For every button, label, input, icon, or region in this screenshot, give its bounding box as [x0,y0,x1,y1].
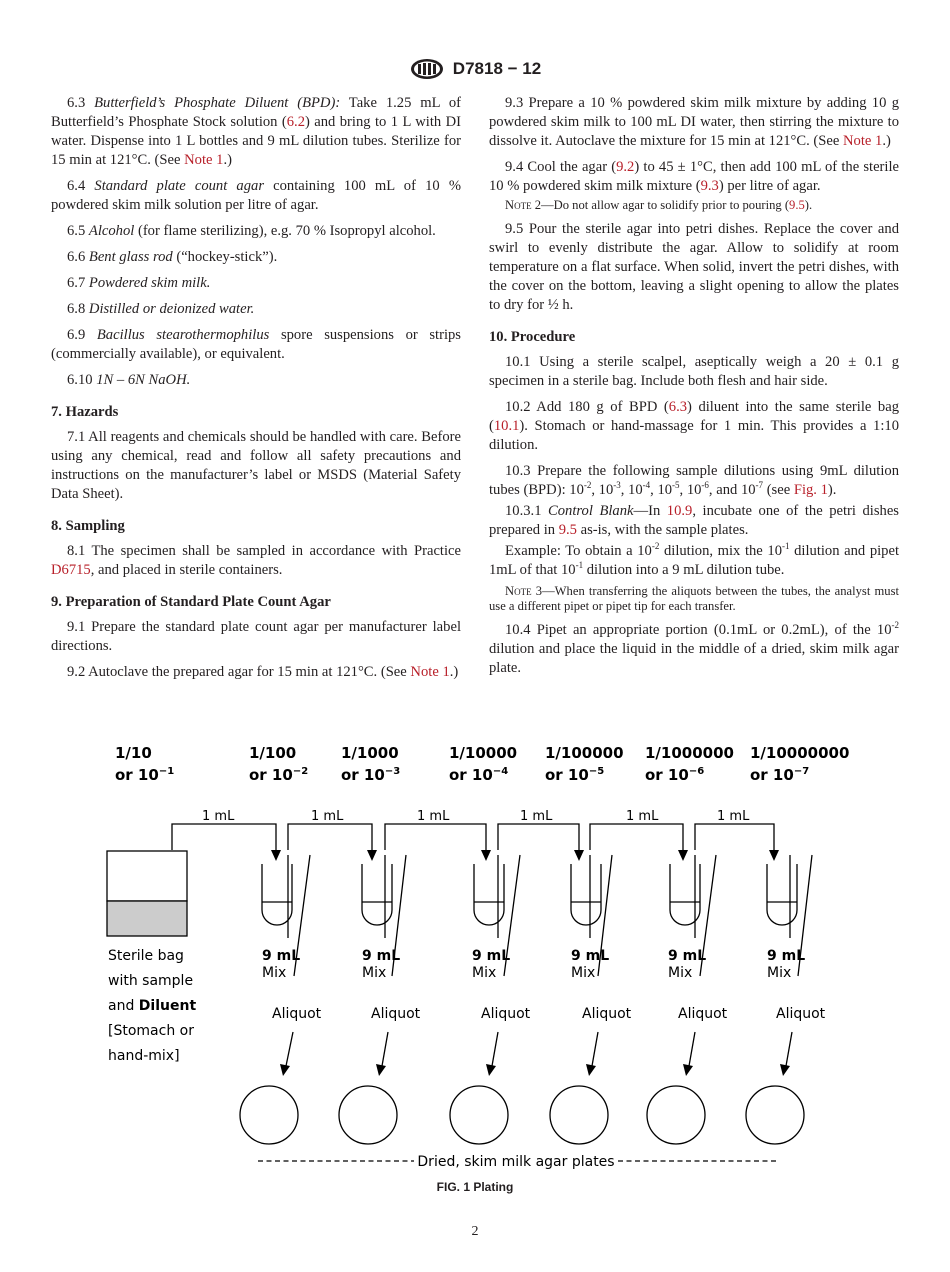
bag-label-line-4: [Stomach or [108,1023,194,1039]
para-8-1: 8.1 The specimen shall be sampled in accordance with Practice D6715, and placed in sterile containers. [51,543,461,578]
para-6-5: 6.5 Alcohol (for flame sterilizing), e.g. 70 % Isopropyl alcohol. [67,223,436,239]
transfer-label-1: 1 mL [202,809,235,824]
aliquot-arrow-4 [592,1032,598,1066]
ref-9-5-link[interactable]: 9.5 [558,522,577,538]
para-6-9: 6.9 Bacillus stearothermophilus spore suspensions or strips (commercially available), or equivalent. [51,327,461,362]
para-9-1: 9.1 Prepare the standard plate count agar per manufacturer label directions. [51,619,461,654]
note-1-link[interactable]: Note 1 [410,664,450,680]
note-1-link[interactable]: Note 1 [184,152,224,168]
transfer-label-5: 1 mL [626,809,659,824]
bag-label-line-2: with sample [108,973,194,989]
figure-caption: FIG. 1 Plating [436,1180,514,1194]
para-6-4: 6.4 Standard plate count agar containing 100 mL of 10 % powdered skim milk solution per litre of agar. [51,178,462,213]
transfer-label-6: 1 mL [717,809,750,824]
ref-10-1-link[interactable]: 10.1 [493,418,520,434]
transfer-line-1 [172,824,276,852]
tube-mix-6: Mix [767,965,792,981]
dilution-power-4: or $10^{-4}$ [449,766,509,784]
dilution-ratio-2: 1/100 [249,744,297,762]
heading-sampling: 8. Sampling [51,518,125,534]
agar-plate-6 [746,1086,804,1144]
ref-6-3-link[interactable]: 6.3 [668,399,688,415]
aliquot-arrow-1 [286,1032,293,1066]
heading-procedure: 10. Procedure [489,329,576,345]
aliquot-label-1: Aliquot [272,1006,322,1022]
arrow-head [280,1064,290,1076]
dilution-ratio-1: 1/10 [115,744,152,762]
note-2: Note 2—Do not allow agar to solidify prior to pouring (9.5). [505,198,813,212]
tube-mix-1: Mix [262,965,287,981]
standard-designation: D7818 − 12 [452,59,542,78]
fig-1-link[interactable]: Fig. 1 [793,482,828,498]
arrow-head [678,850,688,861]
ref-9-5-link[interactable]: 9.5 [789,198,805,212]
para-9-5: 9.5 Pour the sterile agar into petri dishes. Replace the cover and swirl to evenly distribute the agar. Allow to solidify at room temperature on a flat surface. When solid, invert the petri dishes, with the cover on the bottom, leaving a slight opening to allow the plates to dry for ½ h. [489,221,899,313]
dilution-ratio-3: 1/1000 [341,744,399,762]
transfer-label-3: 1 mL [417,809,450,824]
arrow-head [367,850,377,861]
ref-6-2-link[interactable]: 6.2 [286,114,305,130]
bag-label-line-5: hand-mix] [108,1048,180,1064]
ref-9-2-link[interactable]: 9.2 [616,159,635,175]
arrow-head [574,850,584,861]
arrow-head [780,1064,790,1076]
plating-diagram [0,730,950,1200]
para-6-3: 6.3 Butterfield’s Phosphate Diluent (BPD): Take 1.25 mL of Butterfield’s Phosphate Stock solution (6.2) and bring to 1 L with DI water. Dispense into 1 L bottles and 9 mL dilution tubes. Sterilize for 15 min at 121°C. (See Note 1.) [51,95,461,168]
dilution-ratio-7: 1/10000000 [750,744,850,762]
tube-volume-1: 9 mL [262,948,301,964]
tube-mix-2: Mix [362,965,387,981]
ref-9-3-link[interactable]: 9.3 [700,178,719,194]
arrow-head [486,1064,496,1076]
aliquot-label-2: Aliquot [371,1006,421,1022]
transfer-label-4: 1 mL [520,809,553,824]
para-10-1: 10.1 Using a sterile scalpel, aseptically weigh a 20 ± 0.1 g specimen in a sterile bag. Include both flesh and hair side. [489,354,899,389]
arrow-head [271,850,281,861]
para-9-2: 9.2 Autoclave the prepared agar for 15 min at 121°C. (See Note 1.) [67,664,459,680]
aliquot-arrow-3 [492,1032,498,1066]
agar-plate-1 [240,1086,298,1144]
para-7-1: 7.1 All reagents and chemicals should be handled with care. Before using any chemical, read and follow all safety precautions and instructions on the manufacturer’s label or MSDS (Material Safety Data Sheet). [51,429,461,502]
arrow-head [769,850,779,861]
arrow-head [683,1064,693,1076]
arrow-head [586,1064,596,1076]
heading-preparation: 9. Preparation of Standard Plate Count Agar [51,594,331,610]
heading-hazards: 7. Hazards [51,404,119,420]
dilution-power-7: or $10^{-7}$ [750,766,810,784]
para-9-3: 9.3 Prepare a 10 % powdered skim milk mixture by adding 10 g powdered skim milk to 100 mL DI water, then stirring the mixture to dissolve it. Autoclave the mixture for 15 min at 121°C. (See Note 1.) [489,95,899,149]
note-1-link[interactable]: Note 1 [843,133,883,149]
dilution-power-5: or $10^{-5}$ [545,766,605,784]
arrow-head [481,850,491,861]
aliquot-label-4: Aliquot [582,1006,632,1022]
aliquot-label-3: Aliquot [481,1006,531,1022]
para-6-8: 6.8 Distilled or deionized water. [67,301,255,317]
dilution-power-3: or $10^{-3}$ [341,766,401,784]
transfer-line-6 [695,824,774,852]
left-column [51,94,461,689]
page-header [0,58,950,80]
tube-mix-3: Mix [472,965,497,981]
agar-plate-2 [339,1086,397,1144]
tube-mix-5: Mix [668,965,693,981]
tube-volume-6: 9 mL [767,948,806,964]
sterile-bag-sample [107,901,187,936]
dilution-ratio-6: 1/1000000 [645,744,734,762]
para-10-2: 10.2 Add 180 g of BPD (6.3) diluent into the same sterile bag (10.1). Stomach or hand-massage for 1 min. This provides a 1:10 dilution. [489,399,899,453]
plates-label: Dried, skim milk agar plates [417,1154,615,1170]
transfer-line-5 [590,824,683,852]
plating-figure [0,730,950,1200]
tube-volume-2: 9 mL [362,948,401,964]
tube-volume-4: 9 mL [571,948,610,964]
para-example: Example: To obtain a $10^{-2}$ dilution, mix the $10^{-1}$ dilution and pipet 1mL of that $10^{-1}$ dilution into a 9 mL dilution tube. [489,541,899,578]
aliquot-label-5: Aliquot [678,1006,728,1022]
para-6-10: 6.10 1N – 6N NaOH. [67,372,191,388]
para-6-7: 6.7 Powdered skim milk. [67,275,211,291]
dilution-power-6: or $10^{-6}$ [645,766,705,784]
para-9-4: 9.4 Cool the agar (9.2) to 45 ± 1°C, then add 100 mL of the sterile 10 % powdered skim milk mixture (9.3) per litre of agar. [489,159,899,194]
page-number: 2 [471,1224,479,1239]
tube-volume-5: 9 mL [668,948,707,964]
aliquot-arrow-5 [689,1032,695,1066]
aliquot-arrow-2 [382,1032,388,1066]
bag-label-line-3: and Diluent [108,998,197,1014]
tube-mix-4: Mix [571,965,596,981]
dilution-power-1: or $10^{-1}$ [115,766,175,784]
para-6-6: 6.6 Bent glass rod (“hockey-stick”). [67,249,278,265]
dilution-ratio-4: 1/10000 [449,744,518,762]
dilution-ratio-5: 1/100000 [545,744,624,762]
sterile-bag-top [107,851,187,901]
bag-label-line-1: Sterile bag [108,948,184,964]
agar-plate-4 [550,1086,608,1144]
agar-plate-5 [647,1086,705,1144]
transfer-line-2 [288,824,372,852]
aliquot-label-6: Aliquot [776,1006,826,1022]
note-3: Note 3—When transferring the aliquots between the tubes, the analyst must use a different pipet or pipet tip for each transfer. [489,584,899,613]
para-10-3-1: 10.3.1 Control Blank—In 10.9, incubate one of the petri dishes prepared in 9.5 as-is, with the sample plates. [489,503,899,538]
tube-volume-3: 9 mL [472,948,511,964]
arrow-head [376,1064,386,1076]
ref-d6715-link[interactable]: D6715 [51,562,91,578]
astm-logo-icon [409,58,445,80]
ref-10-9-link[interactable]: 10.9 [666,503,693,519]
dilution-power-2: or $10^{-2}$ [249,766,309,784]
transfer-line-3 [385,824,486,852]
para-10-4: 10.4 Pipet an appropriate portion (0.1mL or 0.2mL), of the $10^{-2}$ dilution and place the liquid in the middle of a dried, skim milk agar plate. [489,620,899,676]
aliquot-arrow-6 [786,1032,792,1066]
para-10-3: 10.3 Prepare the following sample dilutions using 9mL dilution tubes (BPD): $10^{-2}$, $10^{-3}$, $10^{-4}$, $10^{-5}$, $10^{-6}$, and $10^{-7}$ (see Fig. 1). [489,463,899,498]
transfer-label-2: 1 mL [311,809,344,824]
agar-plate-3 [450,1086,508,1144]
right-column [489,94,899,685]
transfer-line-4 [498,824,579,852]
